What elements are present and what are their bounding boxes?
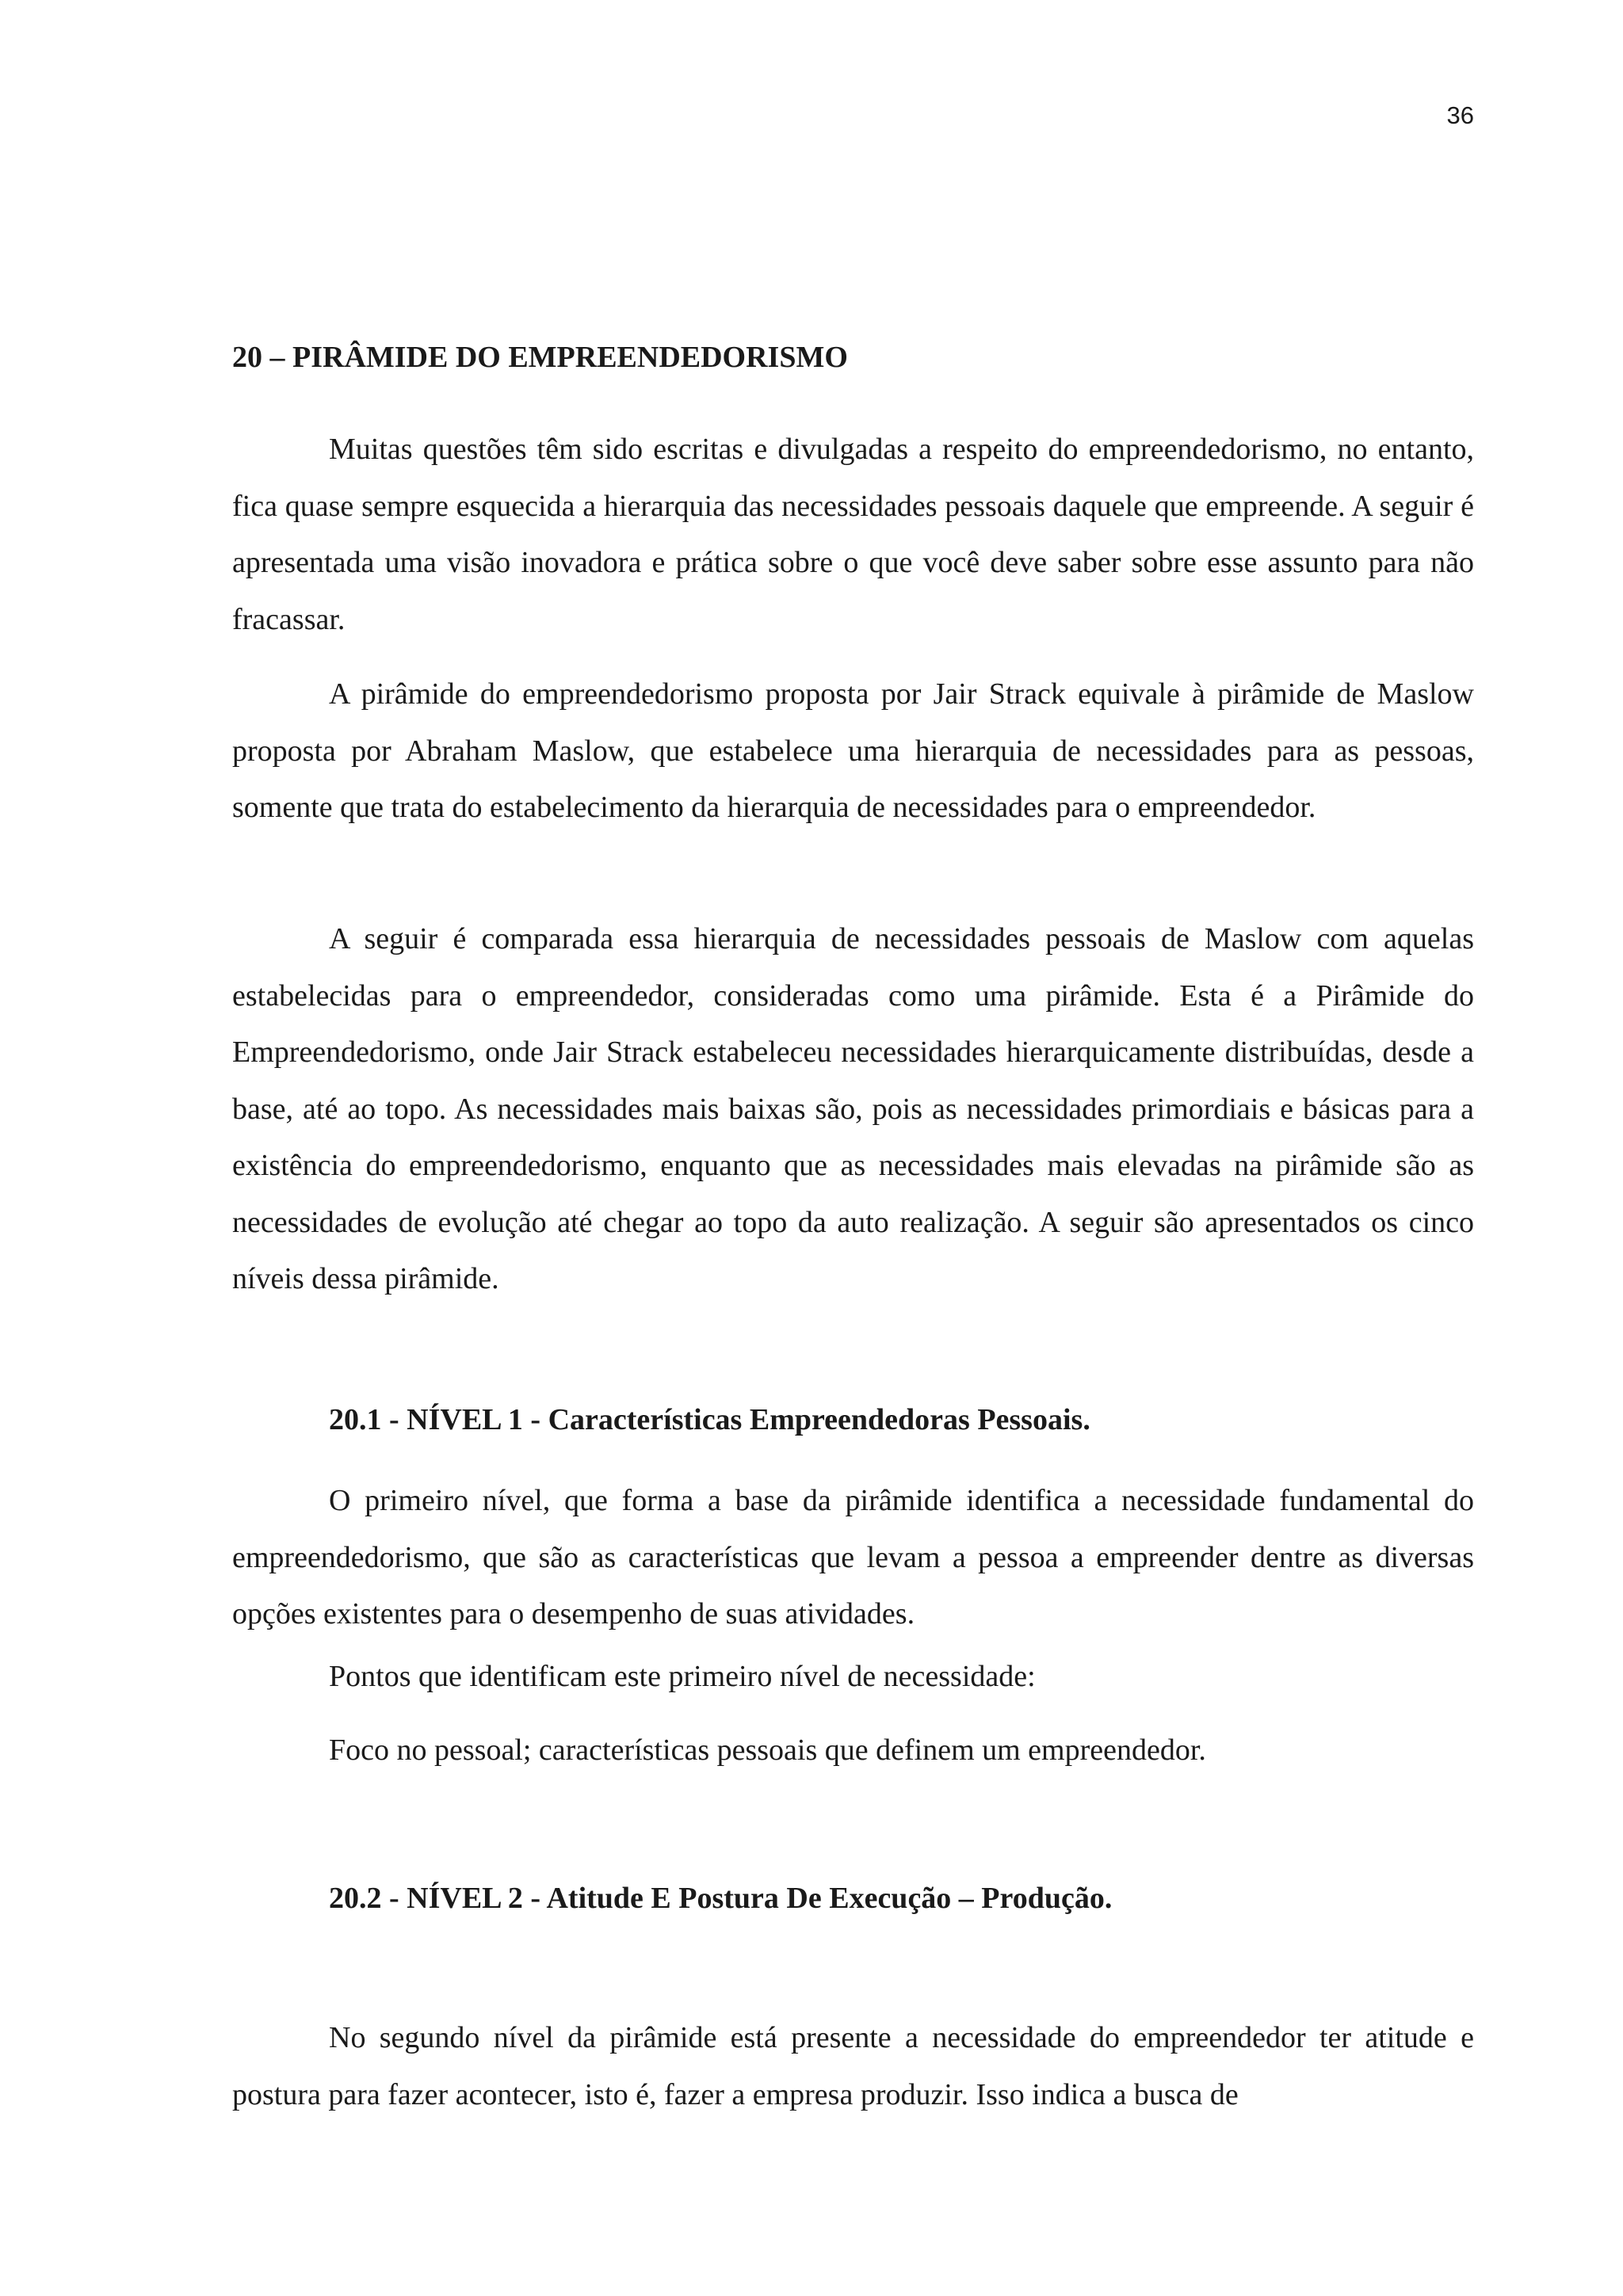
- intro-paragraph-1: Muitas questões têm sido escritas e divulgadas a respeito do empreendedorismo, no entanto, fica quase sempre esquecida a hierarquia das necessidades pessoais daquele que empreende. A seguir é apresentada uma visão inovadora e prática sobre o que você deve saber sobre esse assunto para não fracassar.: [232, 433, 1474, 636]
- section-title: 20 – PIRÂMIDE DO EMPREENDEDORISMO: [232, 341, 848, 374]
- level2-paragraph: No segundo nível da pirâmide está presente a necessidade do empreendedor ter atitude e postura para fazer acontecer, isto é, fazer a empresa produzir. Isso indica a busca de: [232, 2021, 1474, 2111]
- page-number: 36: [1446, 101, 1474, 129]
- level1-paragraph: O primeiro nível, que forma a base da pirâmide identifica a necessidade fundamental do empreendedorismo, que são as características que levam a pessoa a empreender dentre as diversas opções existentes para o desempenho de suas atividades.: [232, 1484, 1474, 1630]
- level1-points-intro: Pontos que identificam este primeiro nível de necessidade:: [329, 1660, 1036, 1693]
- intro-paragraph-3: A seguir é comparada essa hierarquia de necessidades pessoais de Maslow com aquelas estabelecidas para o empreendedor, consideradas como uma pirâmide. Esta é a Pirâmide do Empreendedorismo, onde Jair Strack estabeleceu necessidades hierarquicamente distribuídas, desde a base, até ao topo. As necessidades mais baixas são, pois as necessidades primordiais e básicas para a existência do empreendedorismo, enquanto que as necessidades mais elevadas na pirâmide são as necessidades de evolução até chegar ao topo da auto realização. A seguir são apresentados os cinco níveis dessa pirâmide.: [232, 922, 1474, 1295]
- level2-title: 20.2 - NÍVEL 2 - Atitude E Postura De Execução – Produção.: [329, 1882, 1113, 1915]
- level1-title: 20.1 - NÍVEL 1 - Características Empreendedoras Pessoais.: [329, 1403, 1090, 1436]
- level1-points: Foco no pessoal; características pessoais que definem um empreendedor.: [329, 1733, 1206, 1767]
- intro-paragraph-2: A pirâmide do empreendedorismo proposta por Jair Strack equivale à pirâmide de Maslow proposta por Abraham Maslow, que estabelece uma hierarquia de necessidades para as pessoas, somente que trata do estabelecimento da hierarquia de necessidades para o empreendedor.: [232, 677, 1474, 824]
